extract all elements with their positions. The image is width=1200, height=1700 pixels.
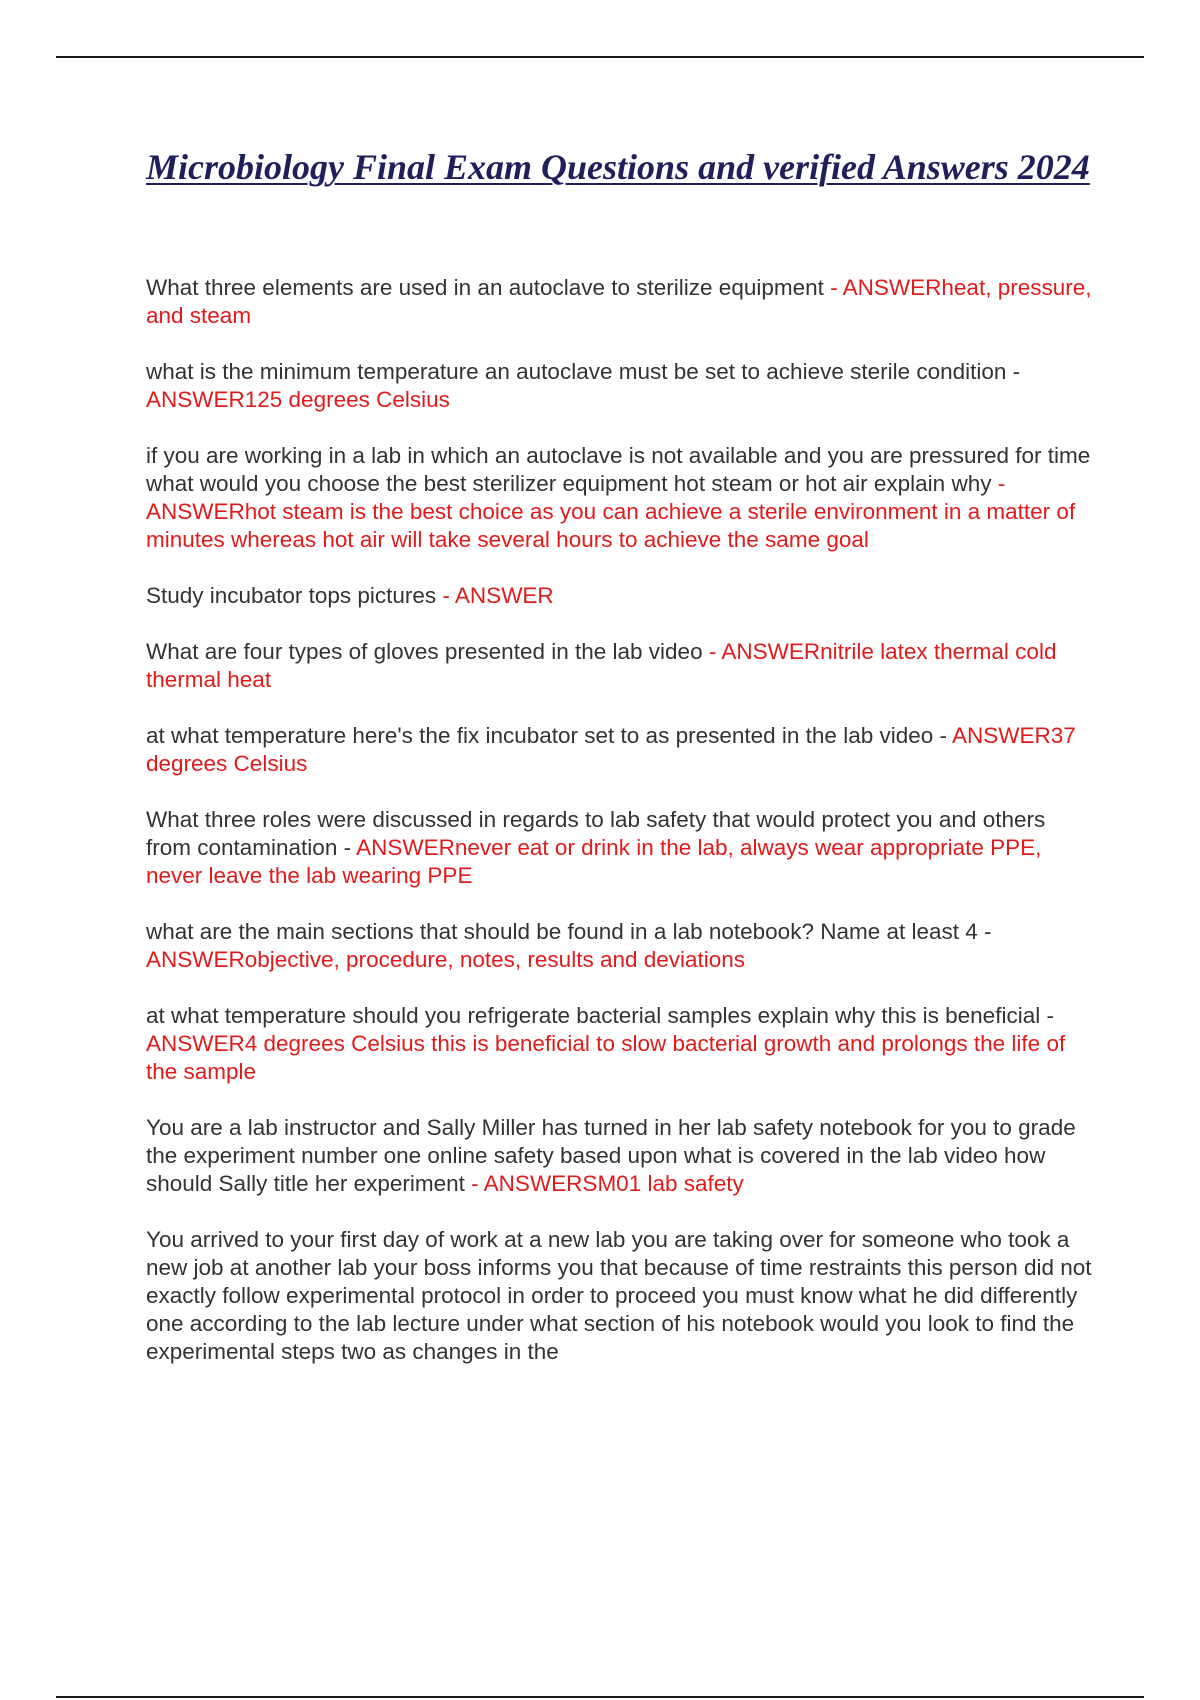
qa-item xyxy=(146,274,1096,330)
document-title: Microbiology Final Exam Questions and verified Answers 2024 xyxy=(146,147,1090,187)
answer-text: - ANSWERnitrile latex thermal cold thermal heat xyxy=(146,639,1057,692)
question-text: What three roles were discussed in regards to lab safety that would protect you and others from contamination - xyxy=(146,807,1046,860)
bottom-rule xyxy=(56,1696,1144,1698)
qa-item xyxy=(146,1002,1096,1086)
qa-item xyxy=(146,722,1096,778)
document-body xyxy=(146,146,1096,1394)
qa-item xyxy=(146,806,1096,890)
question-text: at what temperature should you refrigerate bacterial samples explain why this is beneficial - xyxy=(146,1003,1054,1028)
qa-item xyxy=(146,1226,1096,1366)
question-text: What three elements are used in an autoclave to sterilize equipment xyxy=(146,275,831,300)
answer-text: - ANSWERhot steam is the best choice as you can achieve a sterile environment in a matter of minutes whereas hot air will take several hours to achieve the same goal xyxy=(146,471,1076,552)
qa-item xyxy=(146,358,1096,414)
qa-item xyxy=(146,582,1096,610)
qa-list xyxy=(146,274,1096,1366)
question-text: what is the minimum temperature an autoclave must be set to achieve sterile condition - xyxy=(146,359,1021,384)
qa-item xyxy=(146,918,1096,974)
answer-text: ANSWER37 degrees Celsius xyxy=(146,723,1076,776)
question-text: if you are working in a lab in which an autoclave is not available and you are pressured for time what would you choose the best sterilizer equipment hot steam or hot air explain why xyxy=(146,443,1091,496)
question-text: what are the main sections that should be found in a lab notebook? Name at least 4 - xyxy=(146,919,992,944)
question-text: at what temperature here's the fix incubator set to as presented in the lab video - xyxy=(146,723,953,748)
answer-text: ANSWERobjective, procedure, notes, results and deviations xyxy=(146,947,746,972)
question-text: What are four types of gloves presented in the lab video xyxy=(146,639,709,664)
qa-item xyxy=(146,638,1096,694)
answer-text: ANSWER125 degrees Celsius xyxy=(146,387,450,412)
answer-text: - ANSWERSM01 lab safety xyxy=(471,1171,744,1196)
top-rule xyxy=(56,56,1144,58)
answer-text: - ANSWERheat, pressure, and steam xyxy=(146,275,1092,328)
question-text: You arrived to your first day of work at a new lab you are taking over for someone who took a new job at another lab your boss informs you that because of time restraints this person did not exactly follow experimental protocol in order to proceed you must know what he did differently one according to the lab lecture under what section of his notebook would you look to find the experimental steps two as changes in the xyxy=(146,1227,1092,1364)
answer-text: - ANSWER xyxy=(442,583,554,608)
qa-item xyxy=(146,442,1096,554)
answer-text: ANSWER4 degrees Celsius this is beneficial to slow bacterial growth and prolongs the life of the sample xyxy=(146,1031,1066,1084)
qa-item xyxy=(146,1114,1096,1198)
answer-text: ANSWERnever eat or drink in the lab, always wear appropriate PPE, never leave the lab wearing PPE xyxy=(146,835,1042,888)
question-text: Study incubator tops pictures xyxy=(146,583,443,608)
question-text: You are a lab instructor and Sally Miller has turned in her lab safety notebook for you to grade the experiment number one online safety based upon what is covered in the lab video how should Sally title her experiment xyxy=(146,1115,1076,1196)
